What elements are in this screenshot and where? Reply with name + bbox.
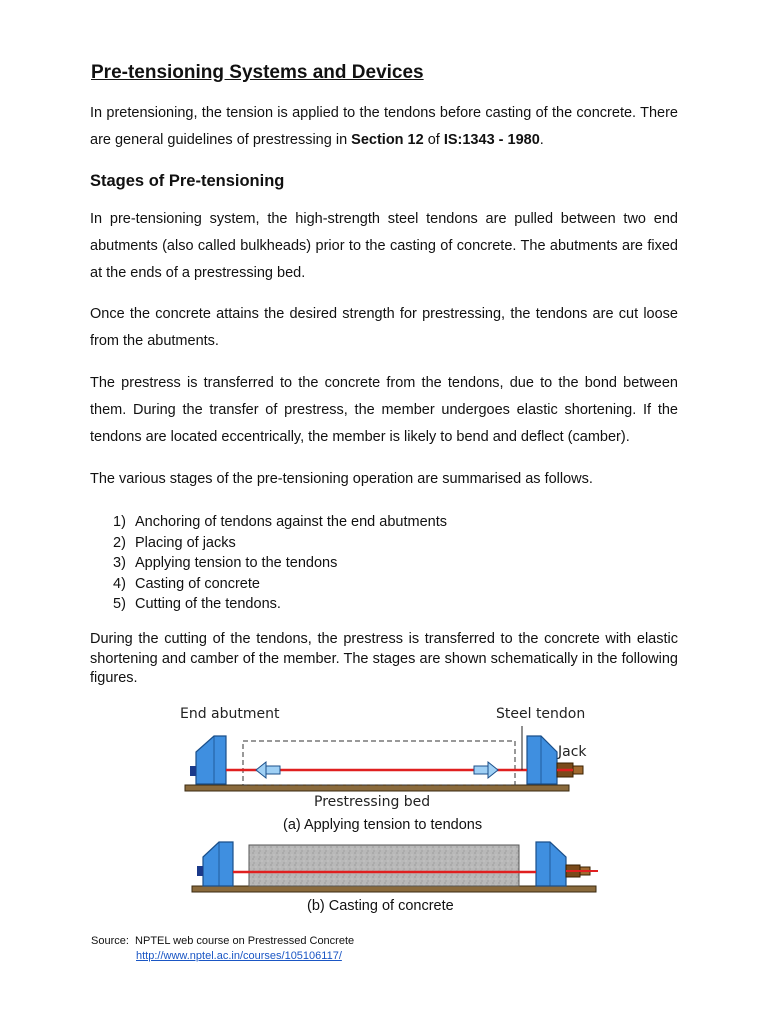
- caption-b: (b) Casting of concrete: [307, 898, 454, 914]
- paragraph-transfer: The prestress is transferred to the concrete from the tendons, due to the bond between them. During the transfer of prestress, the member undergoes elastic shortening. If the tendons are located eccentrically, the member is likely to bend and deflect (camber).: [90, 375, 678, 445]
- prestressing-bed-b: [192, 886, 596, 892]
- list-item: 4) Casting of concrete: [113, 575, 260, 592]
- list-item: 5) Cutting of the tendons.: [113, 596, 281, 612]
- left-abutment: [196, 736, 226, 784]
- paragraph-cut-loose: Once the concrete attains the desired strength for prestressing, the tendons are cut loose from the abutments.: [90, 306, 678, 349]
- section-heading: Stages of Pre-tensioning: [90, 172, 285, 190]
- paragraph-stages-intro: The various stages of the pre-tensioning operation are summarised as follows.: [90, 471, 593, 487]
- paragraph-abutments: In pre-tensioning system, the high-strength steel tendons are pulled between two end abutments (also called bulkheads) prior to the casting of concrete. The abutments are fixed at the ends of a prestressing bed.: [90, 211, 678, 281]
- left-abutment-b: [203, 842, 233, 886]
- page-title: Pre-tensioning Systems and Devices: [91, 62, 424, 83]
- list-item: 1) Anchoring of tendons against the end abutments: [113, 514, 447, 530]
- label-jack: Jack: [558, 744, 587, 760]
- list-item: 2) Placing of jacks: [113, 534, 236, 551]
- concrete-member: [249, 845, 519, 886]
- label-prestressing-bed: Prestressing bed: [314, 794, 431, 810]
- caption-a: (a) Applying tension to tendons: [283, 817, 483, 833]
- prestressing-bed: [185, 785, 569, 791]
- figure-b: [192, 842, 598, 892]
- list-item: 3) Applying tension to the tendons: [113, 555, 338, 571]
- formwork-outline: [243, 741, 515, 785]
- tension-arrow-right: [474, 762, 498, 778]
- right-abutment-b: [536, 842, 566, 886]
- paragraph-cutting: During the cutting of the tendons, the prestress is transferred to the concrete with elastic shortening and camber of the member. The stages are shown schematically in the following figures.: [90, 631, 678, 686]
- right-abutment: [527, 736, 557, 784]
- tension-arrow-left: [256, 762, 280, 778]
- intro-paragraph: In pretensioning, the tension is applied to the tendons before casting of the concrete. There are general guidelines of prestressing in Section 12 of IS:1343 - 1980.: [90, 105, 678, 148]
- left-anchor: [190, 766, 196, 776]
- source-note: Source: NPTEL web course on Prestressed Concrete http://www.nptel.ac.in/courses/105106117/: [91, 935, 355, 962]
- label-steel-tendon: Steel tendon: [496, 706, 586, 722]
- source-link[interactable]: http://www.nptel.ac.in/courses/105106117/: [136, 950, 342, 962]
- figure-a: [185, 726, 583, 791]
- label-end-abutment: End abutment: [180, 706, 280, 722]
